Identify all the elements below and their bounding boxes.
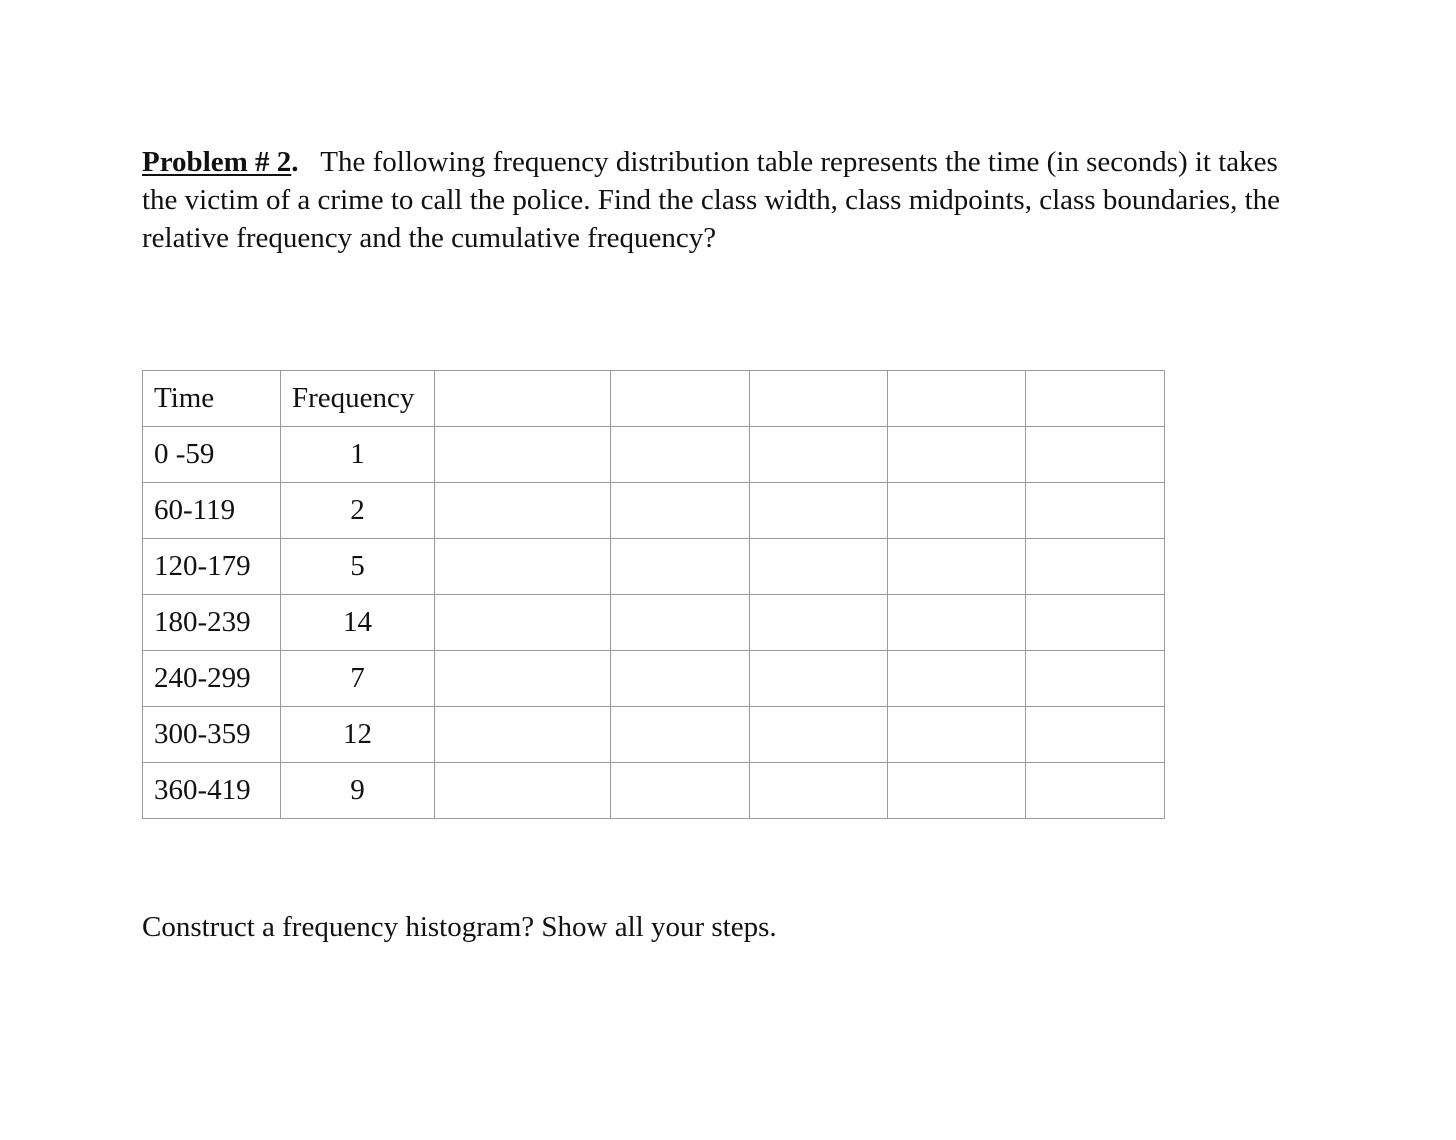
frequency-cell: 14 [281,595,435,651]
blank-cell [750,427,888,483]
blank-cell [1026,483,1165,539]
blank-cell [435,707,611,763]
histogram-instruction: Construct a frequency histogram? Show all your steps. [142,911,777,943]
blank-cell [611,595,750,651]
blank-cell [888,427,1026,483]
blank-cell [888,651,1026,707]
time-cell: 0 -59 [143,427,281,483]
blank-cell [888,595,1026,651]
blank-cell [1026,539,1165,595]
table-row [143,707,1165,763]
time-cell: 360-419 [143,763,281,819]
blank-cell [611,763,750,819]
frequency-cell: 5 [281,539,435,595]
blank-cell [750,539,888,595]
frequency-cell: 2 [281,483,435,539]
blank-cell [888,707,1026,763]
frequency-table [142,370,1165,819]
blank-cell [435,595,611,651]
frequency-cell: 12 [281,707,435,763]
blank-cell [611,651,750,707]
blank-cell [611,707,750,763]
blank-cell [888,763,1026,819]
header-blank-3 [750,371,888,427]
blank-cell [1026,651,1165,707]
blank-cell [435,651,611,707]
time-cell: 300-359 [143,707,281,763]
blank-cell [1026,595,1165,651]
header-blank-4 [888,371,1026,427]
blank-cell [611,427,750,483]
header-time: Time [143,371,281,427]
blank-cell [750,595,888,651]
blank-cell [1026,427,1165,483]
blank-cell [750,483,888,539]
problem-label: Problem # 2 [142,146,292,178]
blank-cell [435,539,611,595]
problem-statement [142,143,1282,257]
frequency-cell: 7 [281,651,435,707]
problem-text: The following frequency distribution table represents the time (in seconds) it takes the victim of a crime to call the police. Find the class width, class midpoints, class boundaries, the relative frequency and the cumulative frequency? [142,146,1280,254]
blank-cell [611,539,750,595]
time-cell: 240-299 [143,651,281,707]
table-row [143,651,1165,707]
table-row [143,427,1165,483]
blank-cell [750,707,888,763]
table-header-row [143,371,1165,427]
time-cell: 60-119 [143,483,281,539]
blank-cell [435,427,611,483]
header-blank-5 [1026,371,1165,427]
blank-cell [888,483,1026,539]
blank-cell [1026,763,1165,819]
time-cell: 120-179 [143,539,281,595]
blank-cell [750,651,888,707]
blank-cell [611,483,750,539]
header-frequency: Frequency [281,371,435,427]
table-row [143,539,1165,595]
table-row [143,483,1165,539]
time-cell: 180-239 [143,595,281,651]
blank-cell [435,763,611,819]
table-row [143,763,1165,819]
frequency-cell: 9 [281,763,435,819]
blank-cell [1026,707,1165,763]
blank-cell [750,763,888,819]
header-blank-2 [611,371,750,427]
problem-label-punct: . [291,146,299,178]
blank-cell [888,539,1026,595]
table-row [143,595,1165,651]
header-blank-1 [435,371,611,427]
frequency-cell: 1 [281,427,435,483]
blank-cell [435,483,611,539]
